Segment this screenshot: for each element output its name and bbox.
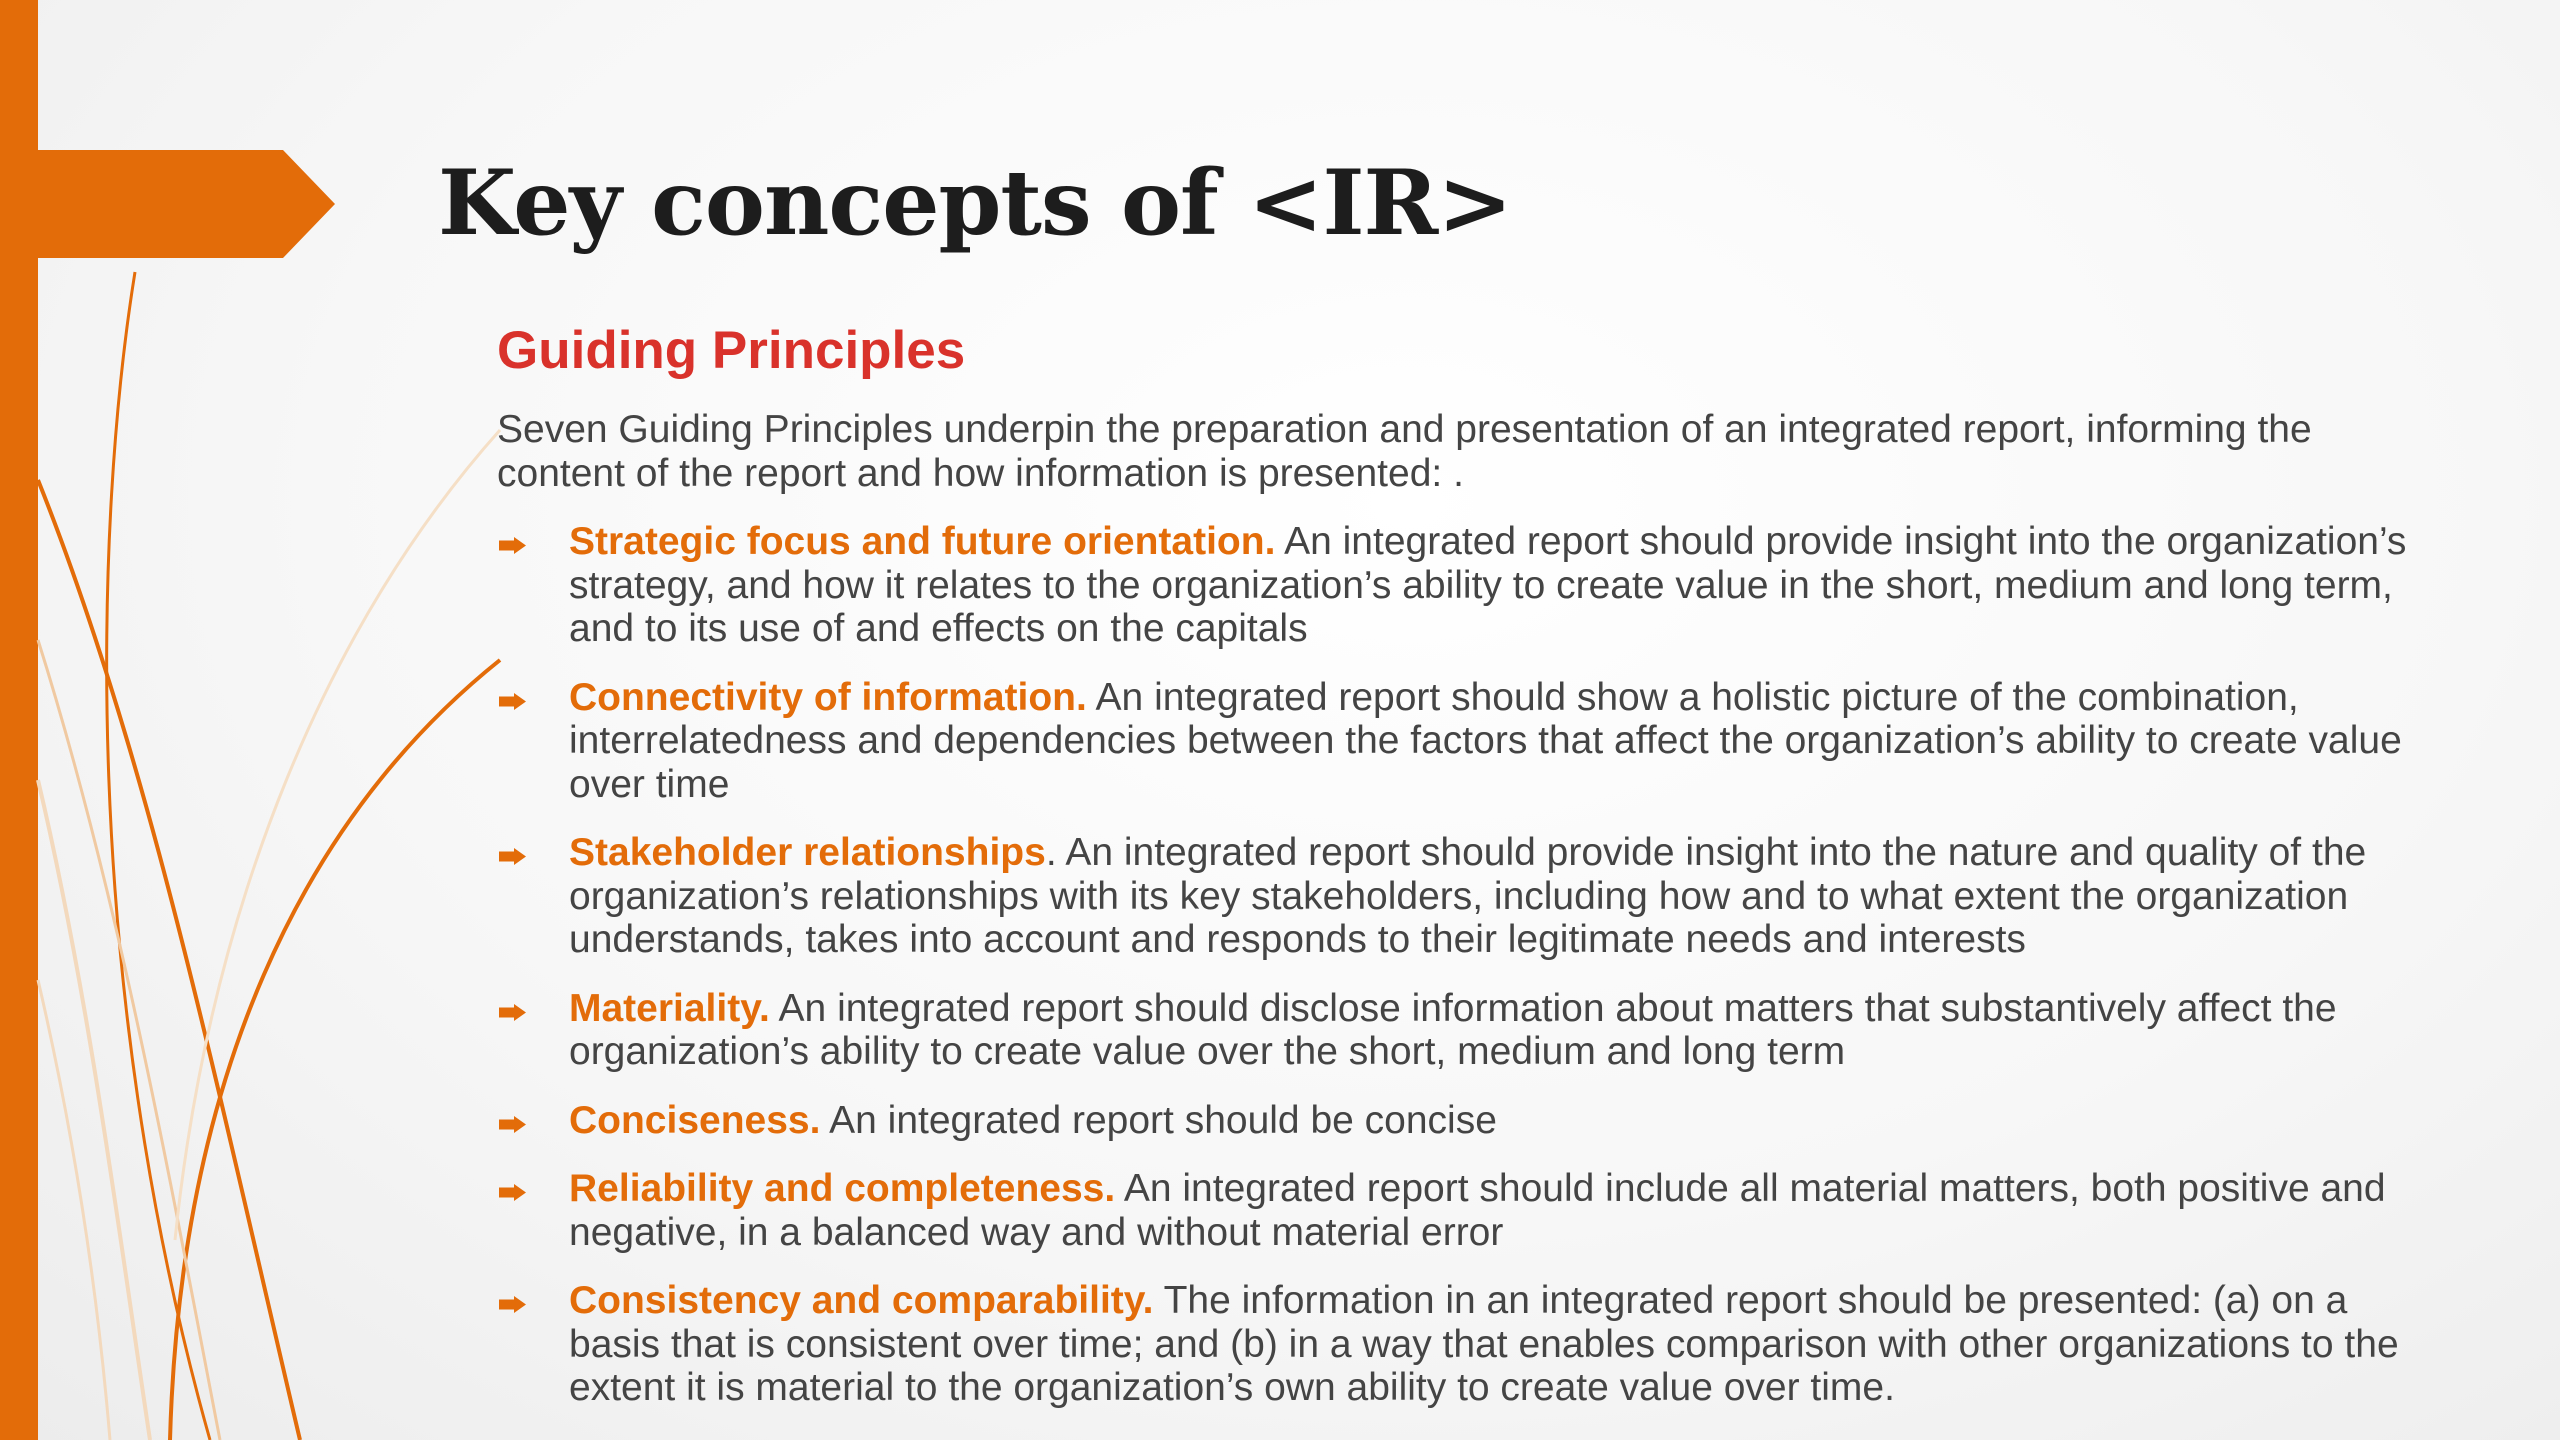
principle-name: Stakeholder relationships [569,831,1046,874]
principle-description: The information in an integrated report should be presented: (a) on a basis that is consistent over time; and (b) in a way that enables comparison with other organizations to the extent it is material to the organization’s own ability to create value over time. [569,1279,2399,1409]
principle-item-consistency [497,1279,2427,1410]
principle-item-strategic-focus [497,520,2427,651]
principle-name: Materiality. [569,986,770,1030]
principle-name: Connectivity of information. [569,675,1087,719]
principle-name: Conciseness. [569,1098,821,1142]
principle-description: . An integrated report should provide insight into the nature and quality of the organization’s relationships with its key stakeholders, including how and to what extent the organization understands, takes into account and responds to their legitimate needs and interests [569,831,2367,961]
principle-item-connectivity [497,676,2427,807]
arrow-bullet-icon [499,1184,526,1201]
principle-name: Strategic focus and future orientation. [569,520,1276,563]
arrow-bullet-icon [499,1116,526,1133]
arrow-bullet-icon [499,848,526,865]
principle-item-stakeholder-relationships [497,831,2427,962]
section-heading: Guiding Principles [497,321,966,380]
principle-item-reliability [497,1167,2427,1254]
principle-name: Reliability and completeness. [569,1167,1116,1210]
decorative-curve [38,980,110,1440]
principles-list [497,520,2427,1410]
decorative-curve [170,660,500,1440]
arrow-bullet-icon [499,537,526,554]
arrow-bullet-icon [499,693,526,710]
principle-description: An integrated report should be concise [820,1098,1497,1142]
title-arrow-shape [38,150,335,258]
principle-description: An integrated report should include all material matters, both positive and negative, in a balanced way and without material error [569,1167,2386,1254]
decorative-curve [38,780,150,1440]
arrow-bullet-icon [499,1296,526,1313]
arrow-bullet-icon [499,1004,526,1021]
principle-description: An integrated report should show a holistic picture of the combination, interrelatedness and dependencies between the factors that affect the organization’s ability to create value over time [569,675,2402,806]
principle-item-conciseness [497,1099,2427,1143]
principle-description: An integrated report should disclose information about matters that substantively affect the organization’s ability to create value over the short, medium and long term [569,986,2337,1073]
left-accent-bar [0,0,38,1440]
principle-item-materiality [497,987,2427,1074]
intro-paragraph: Seven Guiding Principles underpin the preparation and presentation of an integrated report, informing the content of the report and how information is presented: . [497,408,2312,495]
principle-name: Consistency and comparability. [569,1279,1154,1322]
principle-description: An integrated report should provide insight into the organization’s strategy, and how it relates to the organization’s ability to create value in the short, medium and long term, and to its use of and effects on the capitals [569,520,2407,650]
slide-title: Key concepts of <IR> [438,150,1512,256]
